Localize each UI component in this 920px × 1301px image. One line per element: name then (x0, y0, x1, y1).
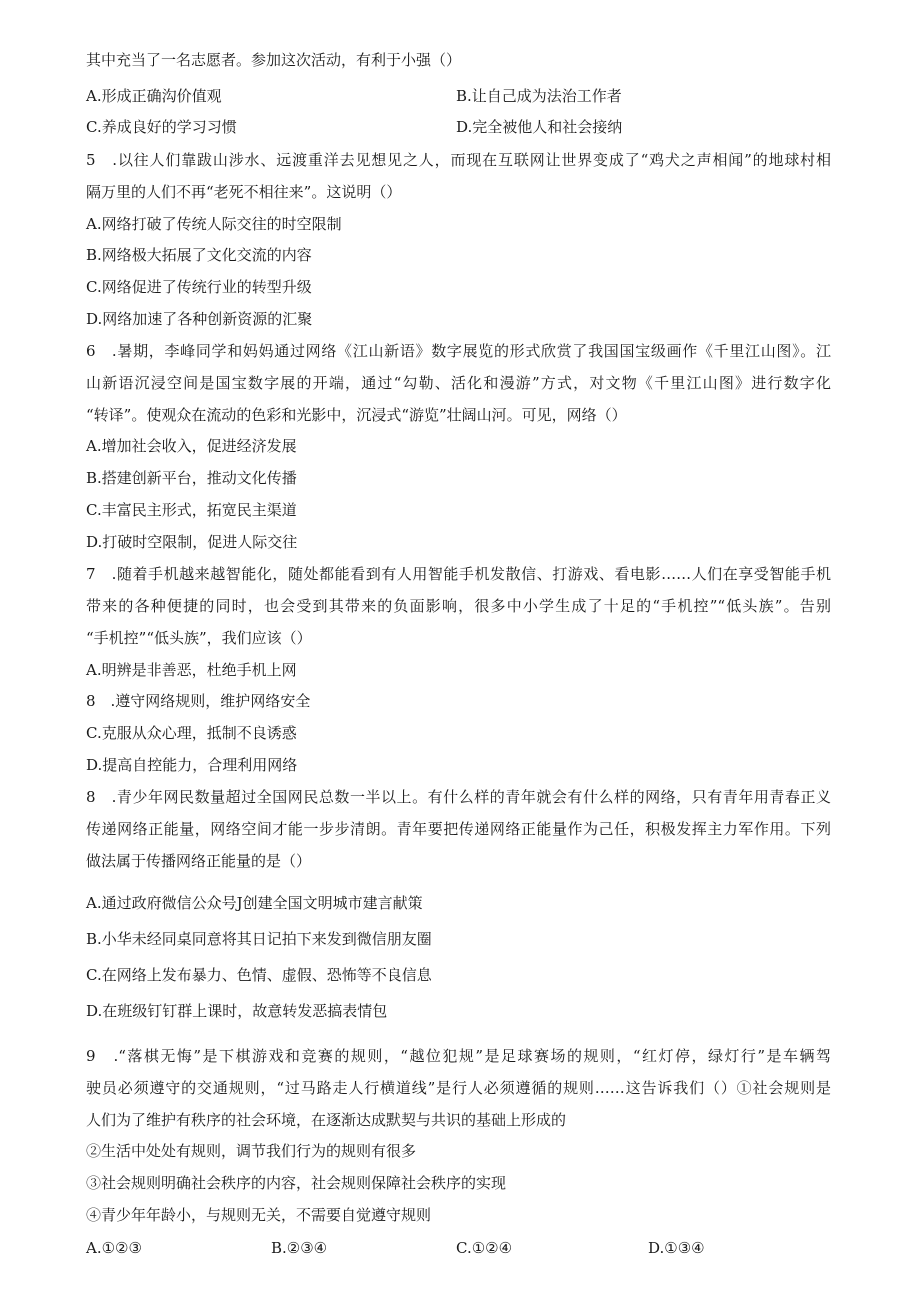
q4-stem: 其中充当了一名志愿者。参加这次活动，有利于小强（） (86, 51, 462, 69)
q5-option-c: C.网络促进了传统行业的转型升级 (86, 278, 312, 296)
q5-stem-line2: 隔万里的人们不再“老死不相往来”。这说明（） (86, 183, 402, 201)
q9-stem-line3: 人们为了维护有秩序的社会环境，在逐渐达成默契与共识的基础上形成的 (86, 1111, 567, 1129)
q6-stem-line1: 6 .暑期，李峰同学和妈妈通过网络《江山新语》数字展览的形式欣赏了我国国宝级画作《千里江山图》。江 (86, 342, 831, 360)
q6-stem-line3: “转译”。使观众在流动的色彩和光影中，沉浸式“游览”壮阔山河。可见，网络（） (86, 406, 627, 424)
q8-option-a: A.通过政府微信公众号J创建全国文明城市建言献策 (86, 894, 423, 912)
q6-stem-line2: 山新语沉浸空间是国宝数字展的开端，通过“勾勒、活化和漫游”方式，对文物《千里江山图》进行数字化 (86, 374, 831, 392)
q6-option-c: C.丰富民主形式，拓宽民主渠道 (86, 501, 297, 519)
q7-option-b: 8 .遵守网络规则，维护网络安全 (86, 692, 311, 710)
q8-stem-line2: 传递网络正能量，网络空间才能一步步清朗。青年要把传递网络正能量作为己任，积极发挥主力军作用。下列 (86, 820, 831, 838)
q8-option-d: D.在班级钉钉群上课时，故意转发恶搞表情包 (86, 1002, 388, 1020)
q9-option-a: A.①②③ (86, 1239, 142, 1257)
q9-stem-line2: 驶员必须遵守的交通规则，“过马路走人行横道线”是行人必须遵循的规则……这告诉我们（）①社会规则是 (86, 1079, 831, 1097)
q4-option-a: A.形成正确沟价值观 (86, 87, 222, 105)
q8-stem-line3: 做法属于传播网络正能量的是（） (86, 852, 312, 870)
q6-option-a: A.增加社会收入，促进经济发展 (86, 437, 297, 455)
q5-option-b: B.网络极大拓展了文化交流的内容 (86, 246, 312, 264)
q7-stem-line3: “手机控”“低头族”，我们应该（） (86, 629, 312, 647)
q7-stem-line1: 7 .随着手机越来越智能化，随处都能看到有人用智能手机发散信、打游戏、看电影……人们在享受智能手机 (86, 565, 831, 583)
q5-stem-line1: 5 .以往人们靠跋山涉水、远渡重洋去见想见之人，而现在互联网让世界变成了“鸡犬之声相闻”的地球村相 (86, 151, 831, 169)
q9-statement-2: ②生活中处处有规则，调节我们行为的规则有很多 (86, 1142, 417, 1160)
q8-option-b: B.小华未经同桌同意将其日记拍下来发到微信朋友圈 (86, 930, 432, 948)
q8-option-c: C.在网络上发布暴力、色情、虚假、恐怖等不良信息 (86, 966, 432, 984)
q9-option-c: C.①②④ (456, 1239, 513, 1257)
q7-option-c: C.克服从众心理，抵制不良诱惑 (86, 724, 297, 742)
q6-option-d: D.打破时空限制，促进人际交往 (86, 533, 298, 551)
q9-statement-3: ③社会规则明确社会秩序的内容，社会规则保障社会秩序的实现 (86, 1174, 507, 1192)
q9-option-d: D.①③④ (648, 1239, 705, 1257)
q4-option-b: B.让自己成为法治工作者 (456, 87, 622, 105)
q9-statement-4: ④青少年年龄小，与规则无关，不需要自觉遵守规则 (86, 1206, 432, 1224)
q7-option-d: D.提高自控能力，合理利用网络 (86, 756, 298, 774)
q4-option-d: D.完全被他人和社会接纳 (456, 118, 623, 136)
q8-stem-line1: 8 .青少年网民数量超过全国网民总数一半以上。有什么样的青年就会有什么样的网络，只有青年用青春正义 (86, 788, 831, 806)
q7-option-a: A.明辨是非善恶，杜绝手机上网 (86, 661, 297, 679)
q5-option-d: D.网络加速了各种创新资源的汇聚 (86, 310, 313, 328)
q6-option-b: B.搭建创新平台，推动文化传播 (86, 469, 297, 487)
q5-option-a: A.网络打破了传统人际交往的时空限制 (86, 215, 342, 233)
q9-option-b: B.②③④ (271, 1239, 328, 1257)
q4-option-c: C.养成良好的学习习惯 (86, 118, 237, 136)
q9-stem-line1: 9 .“落棋无悔”是下棋游戏和竞赛的规则，“越位犯规”是足球赛场的规则，“红灯停，绿灯行”是车辆驾 (86, 1047, 831, 1065)
q7-stem-line2: 带来的各种便捷的同时，也会受到其带来的负面影响，很多中小学生成了十足的“手机控”“低头族”。告别 (86, 597, 831, 615)
